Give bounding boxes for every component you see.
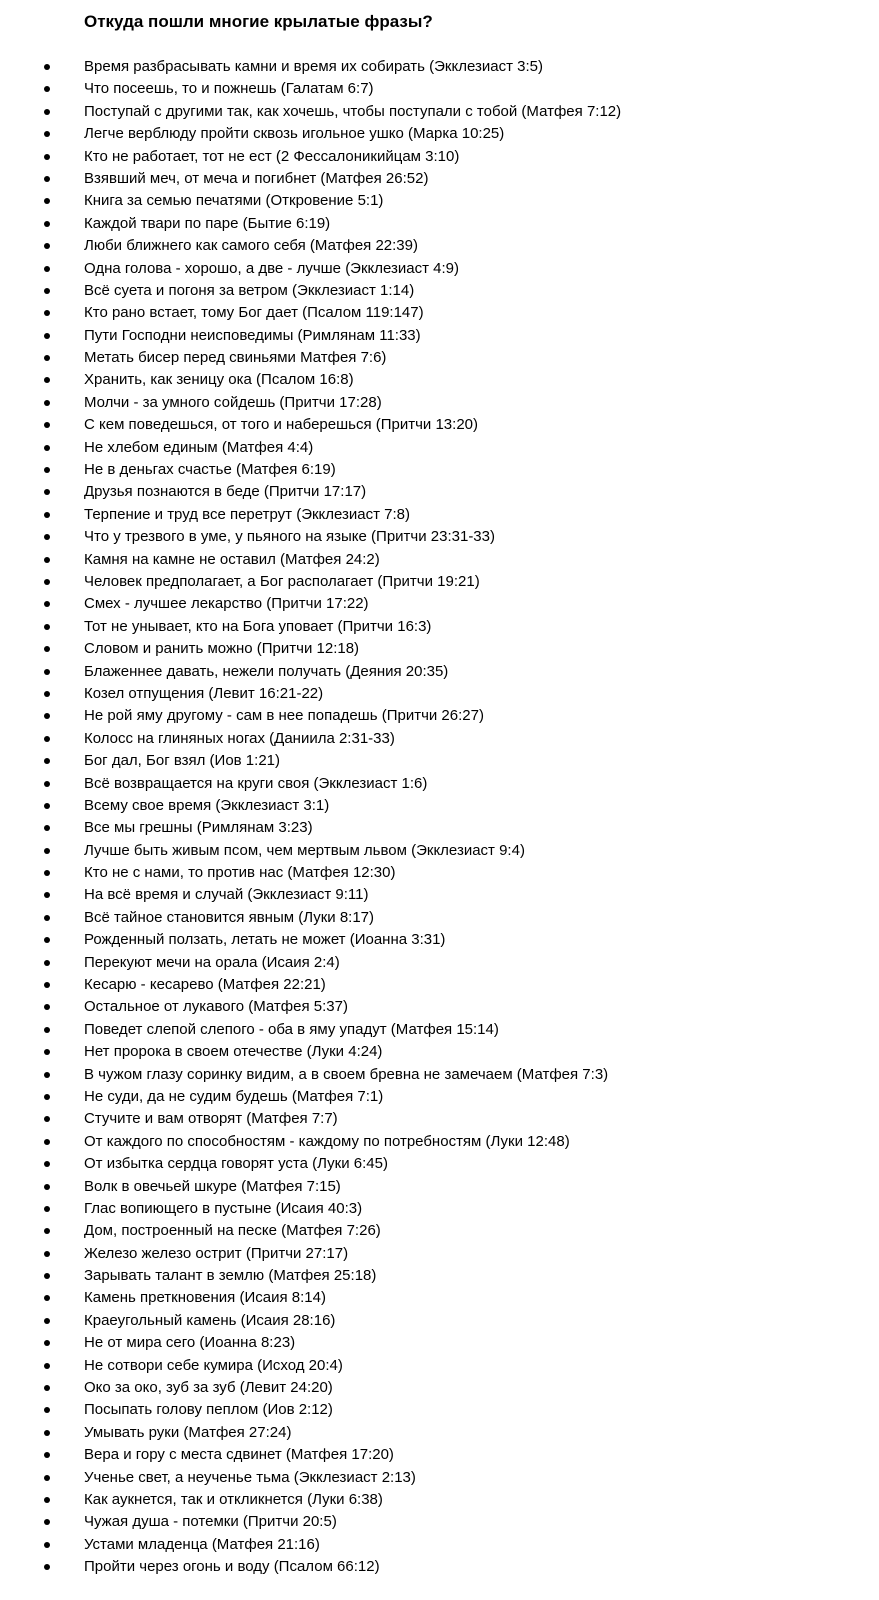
phrase-text: Тот не унывает, кто на Бога уповает (Притчи 16:3)	[84, 617, 432, 635]
bullet-icon	[44, 1049, 50, 1055]
phrase-text: Камень преткновения (Исаия 8:14)	[84, 1289, 326, 1307]
list-item	[0, 146, 879, 168]
bullet-icon	[44, 467, 50, 473]
list-item	[0, 1444, 879, 1466]
bullet-icon	[44, 624, 50, 630]
phrase-text: Легче верблюду пройти сквозь игольное ушко (Марка 10:25)	[84, 125, 505, 143]
list-item	[0, 101, 879, 123]
list-item	[0, 1332, 879, 1354]
bullet-icon	[44, 803, 50, 809]
phrase-text: Не хлебом единым (Матфея 4:4)	[84, 438, 314, 456]
list-item	[0, 123, 879, 145]
bullet-icon	[44, 915, 50, 921]
bullet-icon	[44, 131, 50, 137]
phrase-text: Время разбрасывать камни и время их собирать (Экклезиаст 3:5)	[84, 58, 543, 75]
list-item	[0, 571, 879, 593]
bullet-icon	[44, 848, 50, 854]
phrase-text: От избытка сердца говорят уста (Луки 6:45)	[84, 1155, 388, 1173]
bullet-icon	[44, 64, 50, 70]
list-item	[0, 56, 879, 78]
phrase-text: Всё суета и погоня за ветром (Экклезиаст 1:14)	[84, 281, 415, 299]
phrase-text: Умывать руки (Матфея 27:24)	[84, 1423, 292, 1441]
bullet-icon	[44, 355, 50, 361]
bullet-icon	[44, 221, 50, 227]
bullet-icon	[44, 489, 50, 495]
bullet-icon	[44, 1407, 50, 1413]
phrase-list	[0, 56, 879, 1579]
bullet-icon	[44, 1206, 50, 1212]
bullet-icon	[44, 1385, 50, 1391]
list-item	[0, 549, 879, 571]
list-item	[0, 1041, 879, 1063]
list-item	[0, 1108, 879, 1130]
bullet-icon	[44, 445, 50, 451]
list-item	[0, 1287, 879, 1309]
bullet-icon	[44, 1452, 50, 1458]
bullet-icon	[44, 333, 50, 339]
list-item	[0, 638, 879, 660]
phrase-text: Глас вопиющего в пустыне (Исаия 40:3)	[84, 1199, 363, 1217]
phrase-text: Остальное от лукавого (Матфея 5:37)	[84, 998, 348, 1016]
phrase-text: Взявший меч, от меча и погибнет (Матфея 26:52)	[84, 169, 429, 187]
list-item	[0, 862, 879, 884]
phrase-text: Смех - лучшее лекарство (Притчи 17:22)	[84, 595, 369, 613]
phrase-text: Каждой твари по паре (Бытие 6:19)	[84, 214, 331, 232]
bullet-icon	[44, 557, 50, 563]
phrase-text: Блаженнее давать, нежели получать (Деяния 20:35)	[84, 662, 449, 680]
phrase-text: Посыпать голову пеплом (Иов 2:12)	[84, 1401, 333, 1419]
list-item	[0, 213, 879, 235]
list-item	[0, 773, 879, 795]
phrase-text: Рожденный ползать, летать не может (Иоанна 3:31)	[84, 931, 446, 949]
list-item	[0, 884, 879, 906]
list-item	[0, 1355, 879, 1377]
phrase-text: Пройти через огонь и воду (Псалом 66:12)	[84, 1558, 380, 1576]
phrase-text: Перекуют мечи на орала (Исаия 2:4)	[84, 953, 340, 971]
phrase-text: Камня на камне не оставил (Матфея 24:2)	[84, 550, 380, 568]
phrase-text: Все мы грешны (Римлянам 3:23)	[84, 819, 313, 837]
list-item	[0, 1086, 879, 1108]
phrase-text: Козел отпущения (Левит 16:21-22)	[84, 684, 324, 702]
list-item	[0, 817, 879, 839]
phrase-text: Не от мира сего (Иоанна 8:23)	[84, 1334, 296, 1352]
phrase-text: Око за око, зуб за зуб (Левит 24:20)	[84, 1379, 333, 1397]
bullet-icon	[44, 1228, 50, 1234]
list-item	[0, 235, 879, 257]
list-item	[0, 280, 879, 302]
list-item	[0, 1198, 879, 1220]
list-item	[0, 952, 879, 974]
bullet-icon	[44, 512, 50, 518]
bullet-icon	[44, 176, 50, 182]
bullet-icon	[44, 1072, 50, 1078]
bullet-icon	[44, 198, 50, 204]
bullet-icon	[44, 669, 50, 675]
bullet-icon	[44, 1363, 50, 1369]
bullet-icon	[44, 646, 50, 652]
bullet-icon	[44, 1139, 50, 1145]
list-item	[0, 1153, 879, 1175]
phrase-text: Кто не работает, тот не ест (2 Фессалоникийцам 3:10)	[84, 147, 460, 165]
bullet-icon	[44, 86, 50, 92]
bullet-icon	[44, 1542, 50, 1548]
phrase-text: Краеугольный камень (Исаия 28:16)	[84, 1311, 336, 1329]
bullet-icon	[44, 288, 50, 294]
phrase-text: Кто не с нами, то против нас (Матфея 12:30)	[84, 864, 396, 882]
phrase-text: От каждого по способностям - каждому по потребностям (Луки 12:48)	[84, 1132, 570, 1150]
bullet-icon	[44, 982, 50, 988]
bullet-icon	[44, 960, 50, 966]
list-item	[0, 1534, 879, 1556]
bullet-icon	[44, 825, 50, 831]
bullet-icon	[44, 1318, 50, 1324]
bullet-icon	[44, 870, 50, 876]
list-item	[0, 1131, 879, 1153]
phrase-text: Волк в овечьей шкуре (Матфея 7:15)	[84, 1177, 341, 1195]
list-item	[0, 1220, 879, 1242]
phrase-text: С кем поведешься, от того и наберешься (Притчи 13:20)	[84, 416, 478, 434]
list-item	[0, 1265, 879, 1287]
bullet-icon	[44, 1251, 50, 1257]
list-item	[0, 1064, 879, 1086]
phrase-text: Бог дал, Бог взял (Иов 1:21)	[84, 752, 280, 770]
bullet-icon	[44, 1161, 50, 1167]
bullet-icon	[44, 892, 50, 898]
phrase-text: Не сотвори себе кумира (Исход 20:4)	[84, 1356, 343, 1374]
list-item	[0, 168, 879, 190]
bullet-icon	[44, 1094, 50, 1100]
bullet-icon	[44, 758, 50, 764]
phrase-text: Лучше быть живым псом, чем мертвым львом (Экклезиаст 9:4)	[84, 841, 525, 859]
list-item	[0, 616, 879, 638]
phrase-text: Молчи - за умного сойдешь (Притчи 17:28)	[84, 393, 382, 411]
phrase-text: Не рой яму другому - сам в нее попадешь (Притчи 26:27)	[84, 707, 484, 725]
phrase-text: Одна голова - хорошо, а две - лучше (Экклезиаст 4:9)	[84, 259, 460, 277]
phrase-text: Нет пророка в своем отечестве (Луки 4:24)	[84, 1043, 383, 1061]
list-item	[0, 459, 879, 481]
phrase-text: Поведет слепой слепого - оба в яму упадут (Матфея 15:14)	[84, 1020, 499, 1038]
list-item	[0, 1556, 879, 1578]
list-item	[0, 705, 879, 727]
bullet-icon	[44, 691, 50, 697]
phrase-text: Чужая душа - потемки (Притчи 20:5)	[84, 1513, 337, 1531]
phrase-text: Не суди, да не судим будешь (Матфея 7:1)	[84, 1087, 384, 1105]
phrase-text: Всему свое время (Экклезиаст 3:1)	[84, 796, 330, 814]
phrase-text: Человек предполагает, а Бог располагает (Притчи 19:21)	[84, 572, 480, 590]
phrase-text: Всё возвращается на круги своя (Экклезиаст 1:6)	[84, 774, 428, 792]
list-item	[0, 907, 879, 929]
phrase-text: Как аукнется, так и откликнется (Луки 6:38)	[84, 1491, 383, 1508]
bullet-icon	[44, 1430, 50, 1436]
phrase-text: Не в деньгах счастье (Матфея 6:19)	[84, 461, 336, 479]
bullet-icon	[44, 713, 50, 719]
bullet-icon	[44, 1295, 50, 1301]
phrase-text: Хранить, как зеницу ока (Псалом 16:8)	[84, 371, 354, 389]
bullet-icon	[44, 400, 50, 406]
list-item	[0, 526, 879, 548]
bullet-icon	[44, 1519, 50, 1525]
bullet-icon	[44, 601, 50, 607]
phrase-text: Железо железо острит (Притчи 27:17)	[84, 1244, 349, 1262]
bullet-icon	[44, 579, 50, 585]
list-item	[0, 1467, 879, 1489]
phrase-text: На всё время и случай (Экклезиаст 9:11)	[84, 886, 369, 904]
phrase-text: Пути Господни неисповедимы (Римлянам 11:33)	[84, 326, 421, 344]
list-item	[0, 392, 879, 414]
list-item	[0, 840, 879, 862]
phrase-text: Что посеешь, то и пожнешь (Галатам 6:7)	[84, 80, 374, 98]
bullet-icon	[44, 1184, 50, 1190]
list-item	[0, 369, 879, 391]
bullet-icon	[44, 736, 50, 742]
list-item	[0, 1310, 879, 1332]
bullet-icon	[44, 1273, 50, 1279]
list-item	[0, 347, 879, 369]
phrase-text: Устами младенца (Матфея 21:16)	[84, 1535, 320, 1553]
phrase-text: Терпение и труд все перетрут (Экклезиаст 7:8)	[84, 505, 411, 523]
list-item	[0, 481, 879, 503]
list-item	[0, 1489, 879, 1511]
bullet-icon	[44, 1497, 50, 1503]
phrase-text: Поступай с другими так, как хочешь, чтобы поступали с тобой (Матфея 7:12)	[84, 102, 622, 120]
bullet-icon	[44, 1004, 50, 1010]
list-item	[0, 325, 879, 347]
list-item	[0, 795, 879, 817]
list-item	[0, 1422, 879, 1444]
phrase-text: Друзья познаются в беде (Притчи 17:17)	[84, 483, 367, 501]
bullet-icon	[44, 243, 50, 249]
bullet-icon	[44, 266, 50, 272]
list-item	[0, 414, 879, 436]
list-item	[0, 78, 879, 100]
list-item	[0, 1243, 879, 1265]
list-item	[0, 661, 879, 683]
list-item	[0, 504, 879, 526]
list-item	[0, 1377, 879, 1399]
phrase-text: Кесарю - кесарево (Матфея 22:21)	[84, 976, 326, 994]
phrase-text: Книга за семью печатями (Откровение 5:1)	[84, 192, 384, 210]
phrase-text: Вера и гору с места сдвинет (Матфея 17:20)	[84, 1446, 394, 1464]
bullet-icon	[44, 377, 50, 383]
phrase-text: Колосс на глиняных ногах (Даниила 2:31-33)	[84, 729, 395, 747]
phrase-text: Дом, построенный на песке (Матфея 7:26)	[84, 1222, 381, 1240]
phrase-text: Всё тайное становится явным (Луки 8:17)	[84, 908, 375, 926]
list-item	[0, 974, 879, 996]
list-item	[0, 996, 879, 1018]
list-item	[0, 929, 879, 951]
phrase-text: Ученье свет, а неученье тьма (Экклезиаст 2:13)	[84, 1468, 416, 1486]
phrase-text: Люби ближнего как самого себя (Матфея 22:39)	[84, 237, 418, 255]
page-title: Откуда пошли многие крылатые фразы?	[84, 12, 433, 31]
list-item	[0, 593, 879, 615]
list-item	[0, 302, 879, 324]
list-item	[0, 750, 879, 772]
phrase-text: Зарывать талант в землю (Матфея 25:18)	[84, 1267, 377, 1285]
list-item	[0, 190, 879, 212]
bullet-icon	[44, 310, 50, 316]
list-item	[0, 1019, 879, 1041]
list-item	[0, 258, 879, 280]
bullet-icon	[44, 534, 50, 540]
list-item	[0, 1176, 879, 1198]
phrase-text: В чужом глазу соринку видим, а в своем бревна не замечаем (Матфея 7:3)	[84, 1065, 609, 1083]
phrase-text: Словом и ранить можно (Притчи 12:18)	[84, 640, 360, 658]
bullet-icon	[44, 1475, 50, 1481]
bullet-icon	[44, 422, 50, 428]
bullet-icon	[44, 937, 50, 943]
bullet-icon	[44, 1564, 50, 1570]
list-item	[0, 1399, 879, 1421]
phrase-text: Метать бисер перед свиньями Матфея 7:6)	[84, 349, 387, 367]
bullet-icon	[44, 1116, 50, 1122]
bullet-icon	[44, 781, 50, 787]
bullet-icon	[44, 154, 50, 160]
list-item	[0, 1511, 879, 1533]
bullet-icon	[44, 1027, 50, 1033]
list-item	[0, 728, 879, 750]
bullet-icon	[44, 1340, 50, 1346]
bullet-icon	[44, 109, 50, 115]
phrase-text: Стучите и вам отворят (Матфея 7:7)	[84, 1110, 338, 1128]
list-item	[0, 683, 879, 705]
phrase-text: Что у трезвого в уме, у пьяного на языке (Притчи 23:31-33)	[84, 528, 495, 546]
list-item	[0, 437, 879, 459]
phrase-text: Кто рано встает, тому Бог дает (Псалом 119:147)	[84, 304, 424, 322]
